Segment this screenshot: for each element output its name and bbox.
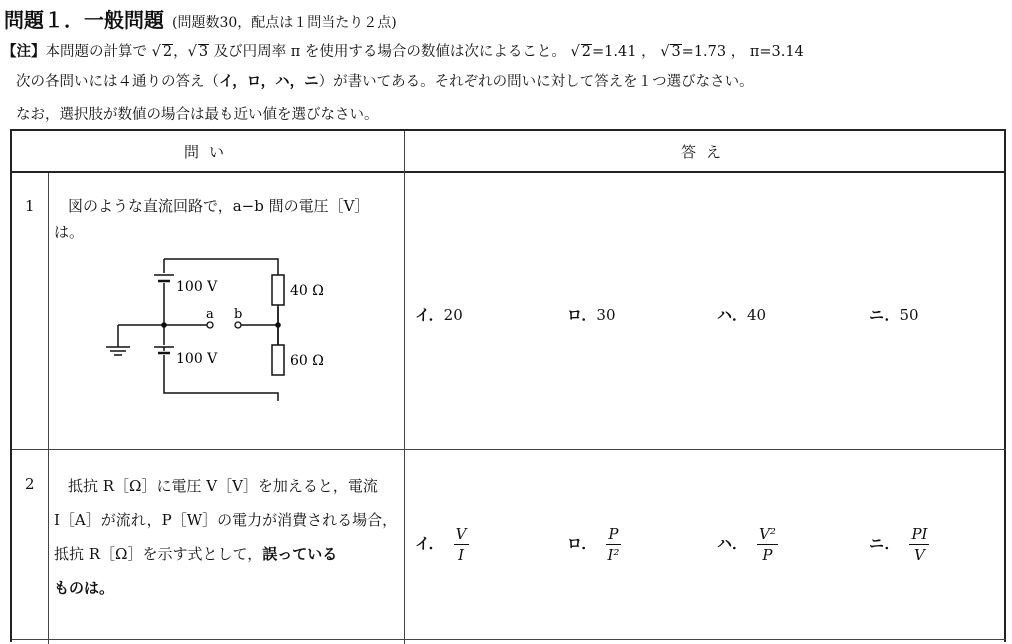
fraction xyxy=(454,524,469,565)
choice-key: イ． xyxy=(415,534,444,553)
fraction-numerator: P xyxy=(608,525,619,543)
resistor-top-label: 40 Ω xyxy=(290,283,324,299)
q1-choice-ni[interactable] xyxy=(869,304,919,325)
sqrt3-value: =1.73 ， π=3.14 xyxy=(681,44,804,60)
question-text-line: ものは。 xyxy=(54,579,115,597)
question-text-line: 図のような直流回路で，a−b 間の電圧［V］ xyxy=(68,197,370,215)
fraction-denominator: V xyxy=(914,546,925,564)
choice-key: ニ． xyxy=(869,534,900,553)
fraction-denominator: I² xyxy=(607,546,620,564)
calculation-note: 【注】本問題の計算で √ 2，√ 3 及び円周率 π を使用する場合の数値は次によること。 √ 2=1.41 ， √ 3=1.73 ， π=3.14 xyxy=(2,44,804,60)
question-text xyxy=(54,469,404,605)
instruction-a: 次の各問いには４通りの答え（ xyxy=(16,74,219,90)
question-text-line: は。 xyxy=(54,223,85,241)
resistor-bottom-icon xyxy=(272,345,284,375)
fraction-numerator: PI xyxy=(911,525,928,543)
choice-value: 30 xyxy=(596,306,616,324)
fraction-denominator: P xyxy=(762,546,773,564)
title-main: 問題１．一般問題 xyxy=(4,8,164,32)
question-text-line: 抵抗 R［Ω］に電圧 V［V］を加えると，電流 xyxy=(68,477,378,495)
terminal-a-icon xyxy=(207,322,213,328)
question-number: 1 xyxy=(25,197,35,215)
note-mid: 及び円周率 π を使用する場合の数値は次によること。 xyxy=(213,44,566,60)
q2-choice-ni[interactable] xyxy=(869,524,929,565)
question-text-line xyxy=(54,537,404,571)
section-title xyxy=(4,4,397,33)
fraction-numerator: V² xyxy=(759,525,776,543)
sqrt3-radicand: 3 xyxy=(198,44,209,60)
choice-key: ハ． xyxy=(717,306,748,324)
title-subtitle: (問題数30，配点は１問当たり２点) xyxy=(172,15,397,31)
q2-choice-ha[interactable] xyxy=(717,524,778,565)
choice-key: ロ． xyxy=(567,306,597,324)
node-b-label: b xyxy=(234,307,243,322)
question-number: 2 xyxy=(25,475,35,493)
question-emphasis: 誤っている xyxy=(262,545,338,563)
instruction-note: なお，選択肢が数値の場合は最も近い値を選びなさい。 xyxy=(16,107,379,123)
q1-choice-i[interactable] xyxy=(415,304,463,325)
q2-choice-i[interactable] xyxy=(415,524,469,565)
note-text: 本問題の計算で xyxy=(45,44,147,60)
choice-key: ニ． xyxy=(869,306,900,324)
terminal-b-icon xyxy=(235,322,241,328)
sqrt2-value-symbol: √ 2 xyxy=(570,44,592,60)
question-text xyxy=(54,189,404,249)
note-label: 【注】 xyxy=(2,44,46,60)
junction-right-icon xyxy=(275,322,281,328)
resistor-top-icon xyxy=(272,275,284,305)
question-text-line: I［A］が流れ，P［W］の電力が消費される場合， xyxy=(54,511,398,529)
row-divider xyxy=(12,449,1006,450)
q1-choice-ro[interactable] xyxy=(567,304,616,325)
ground-icon xyxy=(106,347,130,355)
node-a-label: a xyxy=(206,307,214,322)
question-table xyxy=(10,129,1006,642)
choice-value: 20 xyxy=(443,306,463,324)
sqrt2-value-radicand: 2 xyxy=(581,44,592,60)
sqrt3-value-radicand: 3 xyxy=(671,44,681,60)
sqrt2-radicand: 2 xyxy=(162,44,173,60)
fraction xyxy=(606,524,620,565)
source-bottom-label: 100 V xyxy=(176,351,218,367)
number-column-divider xyxy=(48,173,49,644)
source-top-label: 100 V xyxy=(176,279,218,295)
instruction-line xyxy=(16,70,754,91)
choice-key: イ． xyxy=(415,306,444,324)
instruction-b: ）が書いてある。それぞれの問いに対して答えを１つ選びなさい。 xyxy=(318,74,754,90)
sqrt2-symbol: √ 2 xyxy=(151,44,173,60)
choice-value: 50 xyxy=(899,306,919,324)
q1-choice-ha[interactable] xyxy=(717,304,766,325)
sqrt3-value-symbol: √ 3 xyxy=(660,44,681,60)
instruction-keys: イ，ロ，ハ，ニ xyxy=(219,74,319,90)
header-divider xyxy=(12,171,1006,173)
column-header-answer: 答え xyxy=(681,143,732,161)
q2-choice-ro[interactable] xyxy=(567,524,621,565)
choice-key: ハ． xyxy=(717,534,748,553)
sqrt2-value: =1.41 ， xyxy=(592,44,656,60)
junction-left-icon xyxy=(161,322,167,328)
fraction xyxy=(757,524,778,565)
column-header-question: 問い xyxy=(184,143,235,161)
answer-column-divider xyxy=(404,131,405,644)
sqrt3-symbol: √ 3 xyxy=(187,44,209,60)
question-text-part: 抵抗 R［Ω］を示す式として， xyxy=(54,545,263,563)
resistor-bottom-label: 60 Ω xyxy=(290,353,324,369)
fraction-numerator: V xyxy=(455,525,467,543)
fraction xyxy=(909,524,929,565)
row-divider xyxy=(12,639,1006,640)
fraction-denominator: I xyxy=(458,546,465,564)
circuit-diagram xyxy=(98,251,338,401)
choice-value: 40 xyxy=(747,306,767,324)
choice-key: ロ． xyxy=(567,534,597,553)
battery-top-icon xyxy=(154,275,174,281)
